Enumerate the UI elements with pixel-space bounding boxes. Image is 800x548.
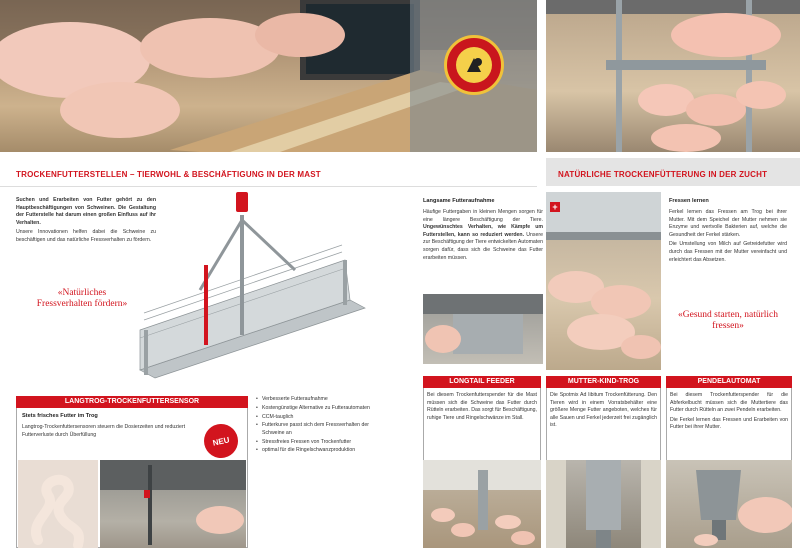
list-item: • optimal für die Ringelschwanzproduktion — [256, 447, 382, 454]
sensor-subhead: Stets frisches Futter im Trog — [22, 413, 98, 419]
piglets-illustration — [546, 0, 800, 152]
sensor-text: Langtrog-Trockenfuttersensoren steuern die Dosierzeiten und reduziert Futterverluste durch Überfüllung — [22, 424, 186, 438]
product-seal-icon — [444, 35, 504, 95]
left-intro-bold: Suchen und Erarbeiten von Futter gehört zu den Hauptbeschäftigungen von Schweinen. Die Gestaltung der Futterstelle hat darum einen großen Einfluss auf ihr Verhalten. — [16, 197, 156, 226]
right-text-a: Ferkel lernen das Fressen am Trog bei ihrer Mutter. Mit dem Speichel der Mutter nehmen sie Enzyme und wertvolle Bakterien auf, welche die Gesundheit der Ferkel stärken. — [669, 209, 787, 238]
middle-text — [423, 209, 543, 262]
mutter-kind-trog-text: Die Spotmix Ad libitum Trockenfütterung. Den Tieren wird in einem Vorratsbehälter eine größere Menge Futter angeboten, welches für alle Sauen und Ferkel jederzeit frei zugänglich ist. — [550, 392, 657, 429]
left-section-title: TROCKENFUTTERSTELLEN – TIERWOHL & BESCHÄFTIGUNG IN DER MAST — [16, 170, 321, 179]
middle-text-c: Unsere zur Beschäftigung der Tiere entwickelten Automaten sorgen dafür, dass sich die Schweine das Futter erarbeiten müssen. — [423, 231, 543, 261]
list-item: • Stressfreies Fressen von Trockenfutter — [256, 439, 382, 446]
left-intro-text: Unsere Innovationen helfen dabei die Schweine zu beschäftigen und das natürliche Fressverhalten zu fördern. — [16, 229, 156, 243]
pendelautomat-header: PENDELAUTOMAT — [666, 376, 792, 388]
sensor-photo — [100, 460, 246, 548]
middle-text-a: Häufige Futtergaben in kleinen Mengen sorgen für eine längere Beschäftigung der Tiere. — [423, 209, 543, 223]
list-item: • Verbesserte Futteraufnahme — [256, 396, 382, 403]
sensor-benefits-list — [256, 396, 382, 456]
top-right-photo-piglets — [546, 0, 800, 152]
mutter-kind-trog-photo — [546, 460, 661, 548]
middle-text-b: Ungewünschtes Verhalten, wie Kämpfe um Futterstellen, kann so reduziert werden. — [423, 224, 543, 238]
sensor-box-header: LANGTROG-TROCKENFUTTERSENSOR — [16, 396, 248, 408]
right-quote: «Gesund starten, natürlich fressen» — [678, 310, 778, 331]
barn-photo — [546, 192, 661, 370]
pig-tail-photo — [18, 460, 98, 548]
pendelautomat-text-b: Die Ferkel lernen das Fressen und Erarbeiten von Futter bei ihrer Mutter. — [670, 416, 788, 431]
longtail-feeder-photo — [423, 460, 541, 548]
longtail-feeder-header: LONGTAIL FEEDER — [423, 376, 541, 388]
right-section-title: NATÜRLICHE TROCKENFÜTTERUNG IN DER ZUCHT — [558, 170, 768, 179]
mutter-kind-trog-header: MUTTER-KIND-TROG — [546, 376, 661, 388]
swiss-flag-icon: + — [550, 202, 560, 212]
pendelautomat-text-a: Bei diesem Trockenfutterspender für die Abferkelbucht müssen sich die Muttertiere das Futter durch Rütteln an zwei Pendeln erarbeiten. — [670, 392, 788, 414]
list-item: • Kostengünstige Alternative zu Futterautomaten — [256, 405, 382, 412]
list-item: • CCM-tauglich — [256, 414, 382, 421]
list-item: • Futterkurve passt sich dem Fressverhalten der Schweine an — [256, 422, 382, 437]
pendelautomat-text — [670, 392, 788, 432]
feeder-closeup-photo — [423, 294, 543, 364]
left-quote: «Natürliches Fressverhalten fördern» — [36, 288, 128, 309]
left-title-underline — [0, 186, 537, 187]
new-badge-label: NEU — [211, 434, 231, 448]
right-text — [669, 209, 787, 264]
longtail-feeder-text: Bei diesem Trockenfutterspender für die Mast müssen sich die Schweine das Futter durch Rütteln erarbeiten. Das sorgt für Beschäftigung, ruhige Tiere und Ringelschwänze im Stall. — [427, 392, 537, 421]
top-left-photo-pigs-feeding — [0, 0, 537, 152]
trough-sensor-product-image — [130, 190, 370, 390]
pendelautomat-photo — [666, 460, 792, 548]
right-subhead: Fressen lernen — [669, 198, 709, 204]
right-text-b: Die Umstellung von Milch auf Getreidefutter wird durch das Fressen mit der Mutter vereinfacht und erleichtert das Absetzen. — [669, 241, 787, 263]
middle-subhead: Langsame Futteraufnahme — [423, 198, 495, 204]
